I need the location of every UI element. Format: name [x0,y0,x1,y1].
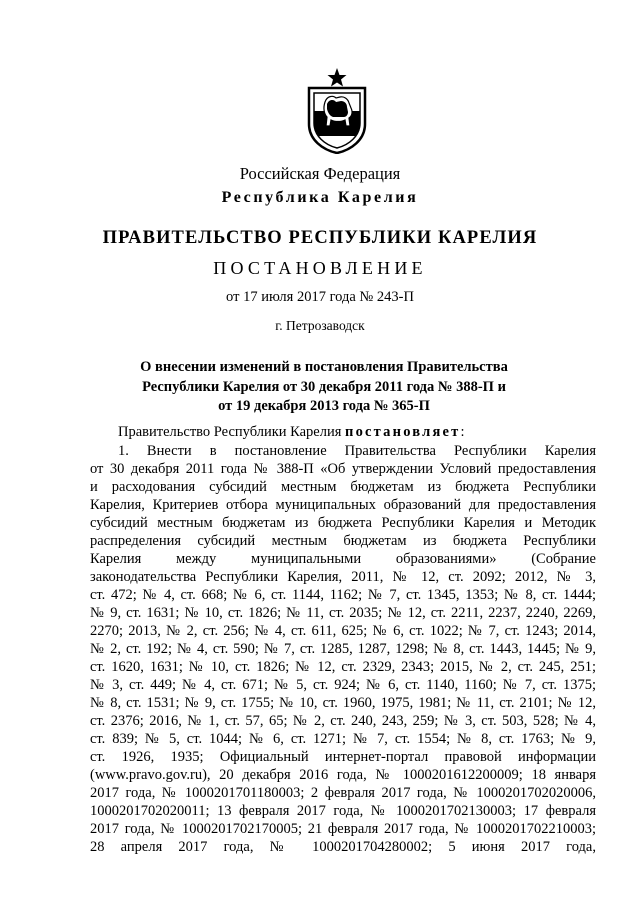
preamble-decides: постановляет [345,424,461,440]
body-line: 2017 года, № 1000201702170005; 21 февраля 2017 года, № 1000201702210003; [90,821,596,837]
body-line: № 8, ст. 1531; № 9, ст. 1755; № 10, ст. 1960, 1975, 1981; № 11, ст. 2101; № 12, [90,695,596,711]
body-line: № 9, ст. 1631; № 10, ст. 1826; № 11, ст. 2035; № 12, ст. 2211, 2237, 2240, 2269, [90,605,596,621]
body-line: 28 апреля 2017 года, № 1000201704280002; 5 июня 2017 года, [90,839,596,855]
karelia-coat-of-arms-icon [303,66,371,154]
country-name: Российская Федерация [239,164,401,183]
body-line: Карелия, Критериев отбора муниципальных образований для предоставления [90,497,596,513]
body-line: ст. 1620, 1631; № 10, ст. 1826; № 12, ст. 2329, 2343; 2015, № 2, ст. 245, 251; [90,659,596,675]
preamble-colon: : [460,424,465,440]
body-line: ст. 839; № 5, ст. 1044; № 6, ст. 1271; № 7, ст. 1554; № 8, ст. 1763; № 9, [90,731,596,747]
body-line: Карелия между муниципальными образованиями» (Собрание [90,551,596,567]
document-date: от 17 июля 2017 года № 243-П [226,289,414,305]
body-line: (www.pravo.gov.ru), 20 декабря 2016 года, № 1000201612200009; 18 января [90,767,596,783]
body-line: № 2, ст. 192; № 4, ст. 590; № 7, ст. 1285, 1287, 1298; № 8, ст. 1443, 1445; № 9, [90,641,596,657]
body-line: субсидий местным бюджетам из бюджета Республики Карелия и Методик [90,515,596,531]
document-subject [130,358,518,417]
body-line: законодательства Республики Карелия, 2011, № 12, ст. 2092; 2012, № 3, [90,569,596,585]
body-line: 1. Внести в постановление Правительства Республики Карелия [118,443,596,459]
document-body [90,442,596,856]
body-line: и расходования субсидий местным бюджетам из бюджета Республики [90,479,596,495]
republic-name: Республика Карелия [221,189,419,206]
body-line: распределения субсидий местным бюджетам из бюджета Республики [90,533,596,549]
body-line: ст. 2376; 2016, № 1, ст. 57, 65; № 2, ст. 240, 243, 259; № 3, ст. 503, 528; № 4, [90,713,596,729]
subject-line: от 19 декабря 2013 года № 365-П [218,398,430,414]
subject-line: Республики Карелия от 30 декабря 2011 года № 388-П и [142,378,506,395]
body-line: 2017 года, № 1000201701180003; 2 февраля 2017 года, № 1000201702020006, [90,785,596,801]
body-line: ст. 1926, 1935; Официальный интернет-портал правовой информации [90,749,596,765]
government-title: ПРАВИТЕЛЬСТВО РЕСПУБЛИКИ КАРЕЛИЯ [102,228,538,248]
document-type: ПОСТАНОВЛЕНИЕ [213,258,427,278]
body-line: № 3, ст. 449; № 4, ст. 671; № 5, ст. 924; № 6, ст. 1140, 1160; № 7, ст. 1375; [90,677,596,693]
preamble [118,424,465,441]
document-city: г. Петрозаводск [275,318,365,333]
preamble-text: Правительство Республики Карелия [118,424,346,440]
subject-line: О внесении изменений в постановления Правительства [140,359,508,375]
body-line: ст. 472; № 4, ст. 668; № 6, ст. 1144, 1162; № 7, ст. 1345, 1353; № 8, ст. 1444; [90,587,596,603]
body-line: 2270; 2013, № 2, ст. 256; № 4, ст. 611, 625; № 6, ст. 1022; № 7, ст. 1243; 2014, [90,623,596,639]
body-line: 1000201702020011; 13 февраля 2017 года, № 1000201702130003; 17 февраля [90,803,596,819]
body-line: от 30 декабря 2011 года № 388-П «Об утверждении Условий предоставления [90,461,596,477]
